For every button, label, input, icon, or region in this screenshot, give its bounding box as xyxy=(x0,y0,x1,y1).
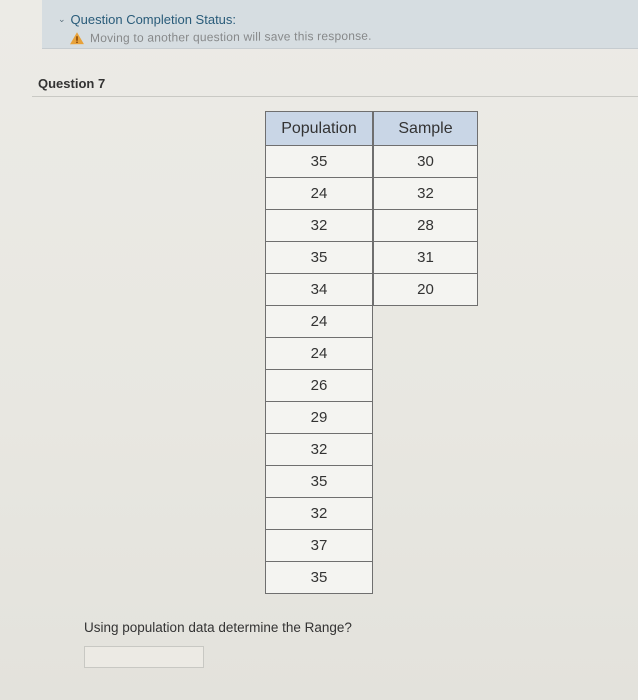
sample-header: Sample xyxy=(374,112,478,146)
sample-row xyxy=(374,178,478,210)
population-row-cell: 32 xyxy=(266,498,373,530)
population-row-cell: 35 xyxy=(266,562,373,594)
population-row xyxy=(266,466,373,498)
population-row-cell: 37 xyxy=(266,530,373,562)
population-row xyxy=(266,530,373,562)
answer-input[interactable] xyxy=(84,646,204,668)
population-row xyxy=(266,562,373,594)
sample-row-cell: 20 xyxy=(374,274,478,306)
population-row xyxy=(266,498,373,530)
population-row xyxy=(266,146,373,178)
warning-icon xyxy=(70,32,84,44)
chevron-down-icon: ⌄ xyxy=(58,14,66,24)
population-row-cell: 32 xyxy=(266,210,373,242)
sample-row-cell: 28 xyxy=(374,210,478,242)
population-row-cell: 32 xyxy=(266,434,373,466)
population-row xyxy=(266,370,373,402)
save-warning-text: Moving to another question will save this response. xyxy=(90,28,372,46)
population-row-cell: 34 xyxy=(266,274,373,306)
population-row-cell: 35 xyxy=(266,466,373,498)
sample-row xyxy=(374,274,478,306)
question-prompt: Using population data determine the Range? xyxy=(84,620,352,635)
population-row-cell: 26 xyxy=(266,370,373,402)
completion-status-toggle[interactable] xyxy=(58,12,236,27)
population-row xyxy=(266,210,373,242)
population-row xyxy=(266,338,373,370)
population-row-cell: 24 xyxy=(266,338,373,370)
population-row-cell: 35 xyxy=(266,146,373,178)
sample-row xyxy=(374,210,478,242)
population-row-cell: 24 xyxy=(266,306,373,338)
sample-row-cell: 32 xyxy=(374,178,478,210)
population-row xyxy=(266,274,373,306)
population-header: Population xyxy=(266,112,373,146)
population-table xyxy=(265,111,373,594)
save-warning xyxy=(70,29,372,46)
population-row xyxy=(266,242,373,274)
question-title: Question 7 xyxy=(38,76,106,91)
population-row xyxy=(266,434,373,466)
question-header xyxy=(32,74,638,97)
population-row xyxy=(266,306,373,338)
sample-row-cell: 30 xyxy=(374,146,478,178)
population-row xyxy=(266,178,373,210)
population-row-cell: 29 xyxy=(266,402,373,434)
sample-row xyxy=(374,146,478,178)
sample-row-cell: 31 xyxy=(374,242,478,274)
population-row-cell: 24 xyxy=(266,178,373,210)
sample-table xyxy=(373,111,478,306)
completion-status-title: Question Completion Status: xyxy=(70,12,237,27)
population-row-cell: 35 xyxy=(266,242,373,274)
sample-row xyxy=(374,242,478,274)
population-row xyxy=(266,402,373,434)
